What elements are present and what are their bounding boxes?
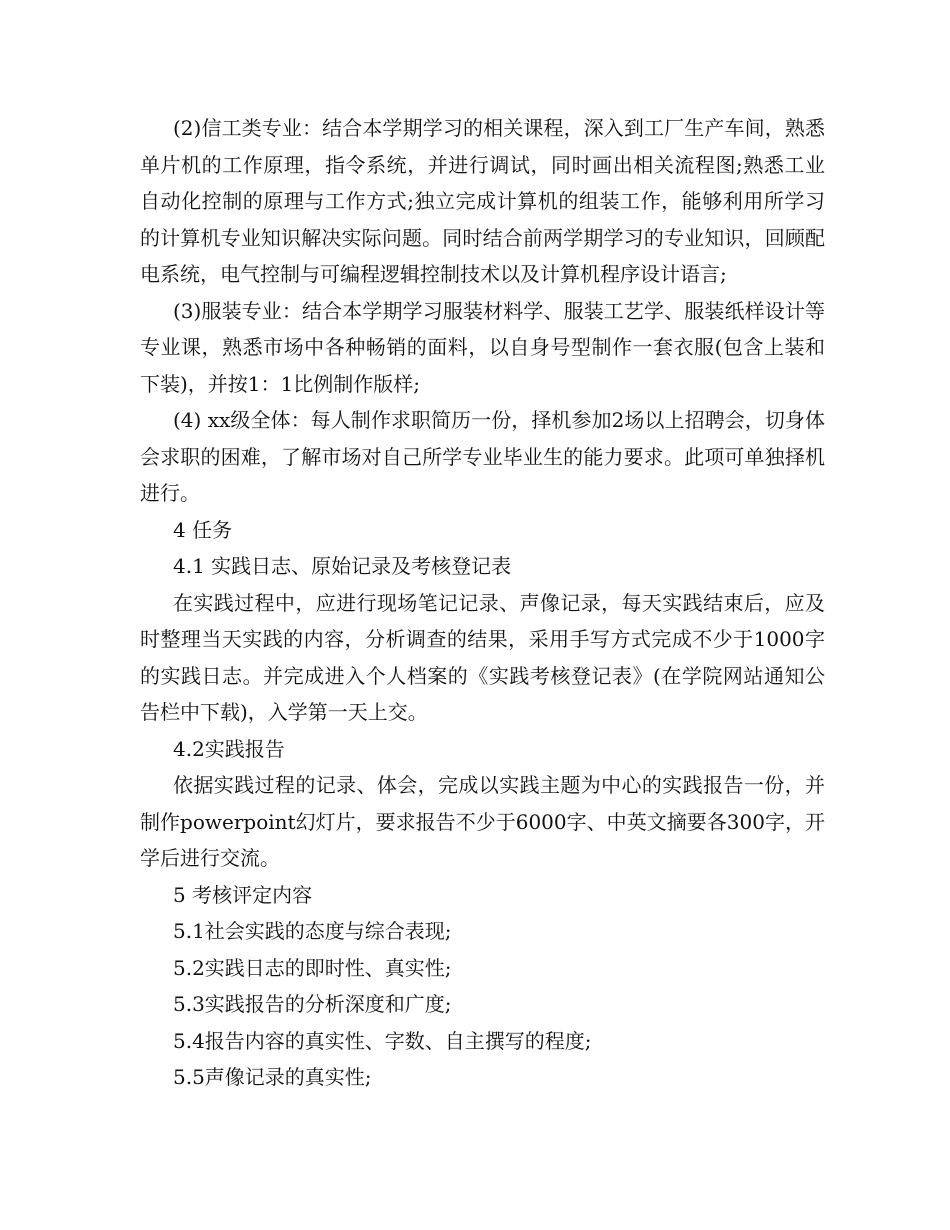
paragraph-log: 在实践过程中，应进行现场笔记记录、声像记录，每天实践结束后，应及时整理当天实践的内容，分析调查的结果，采用手写方式完成不少于1000字的实践日志。并完成进入个人档案的《实践考核登记表》(在学院网站通知公告栏中下载)，入学第一天上交。	[140, 590, 825, 724]
list-item-assessment: 5.1社会实践的态度与综合表现;	[173, 919, 452, 943]
list-item-assessment: 5.3实践报告的分析深度和广度;	[173, 992, 452, 1016]
subsection-heading-report: 4.2实践报告	[173, 736, 285, 761]
section-heading-assessment: 5 考核评定内容	[173, 882, 313, 907]
list-item-assessment: 5.2实践日志的即时性、真实性;	[173, 955, 452, 980]
list-item-assessment: 5.4报告内容的真实性、字数、自主撰写的程度;	[173, 1028, 592, 1053]
paragraph-major-fashion: (3)服装专业：结合本学期学习服装材料学、服装工艺学、服装纸样设计等专业课，熟悉市场中各种畅销的面料，以自身号型制作一套衣服(包含上装和下装)，并按1：1比例制作版样;	[140, 298, 825, 396]
paragraph-all-students: (4) xx级全体：每人制作求职简历一份，择机参加2场以上招聘会，切身体会求职的困难，了解市场对自己所学专业毕业生的能力要求。此项可单独择机进行。	[140, 408, 825, 505]
document-body	[140, 110, 825, 1096]
paragraph-major-it: (2)信工类专业：结合本学期学习的相关课程，深入到工厂生产车间，熟悉单片机的工作原理，指令系统，并进行调试，同时画出相关流程图;熟悉工业自动化控制的原理与工作方式;独立完成计算机的组装工作，能够利用所学习的计算机专业知识解决实际问题。同时结合前两学期学习的专业知识，回顾配电系统，电气控制与可编程逻辑控制技术以及计算机程序设计语言;	[140, 116, 825, 286]
paragraph-report: 依据实践过程的记录、体会，完成以实践主题为中心的实践报告一份，并制作powerpoint幻灯片，要求报告不少于6000字、中英文摘要各300字，开学后进行交流。	[140, 773, 825, 870]
section-heading-tasks: 4 任务	[173, 517, 233, 542]
subsection-heading-log: 4.1 实践日志、原始记录及考核登记表	[173, 554, 512, 578]
list-item-assessment: 5.5声像记录的真实性;	[173, 1065, 372, 1089]
